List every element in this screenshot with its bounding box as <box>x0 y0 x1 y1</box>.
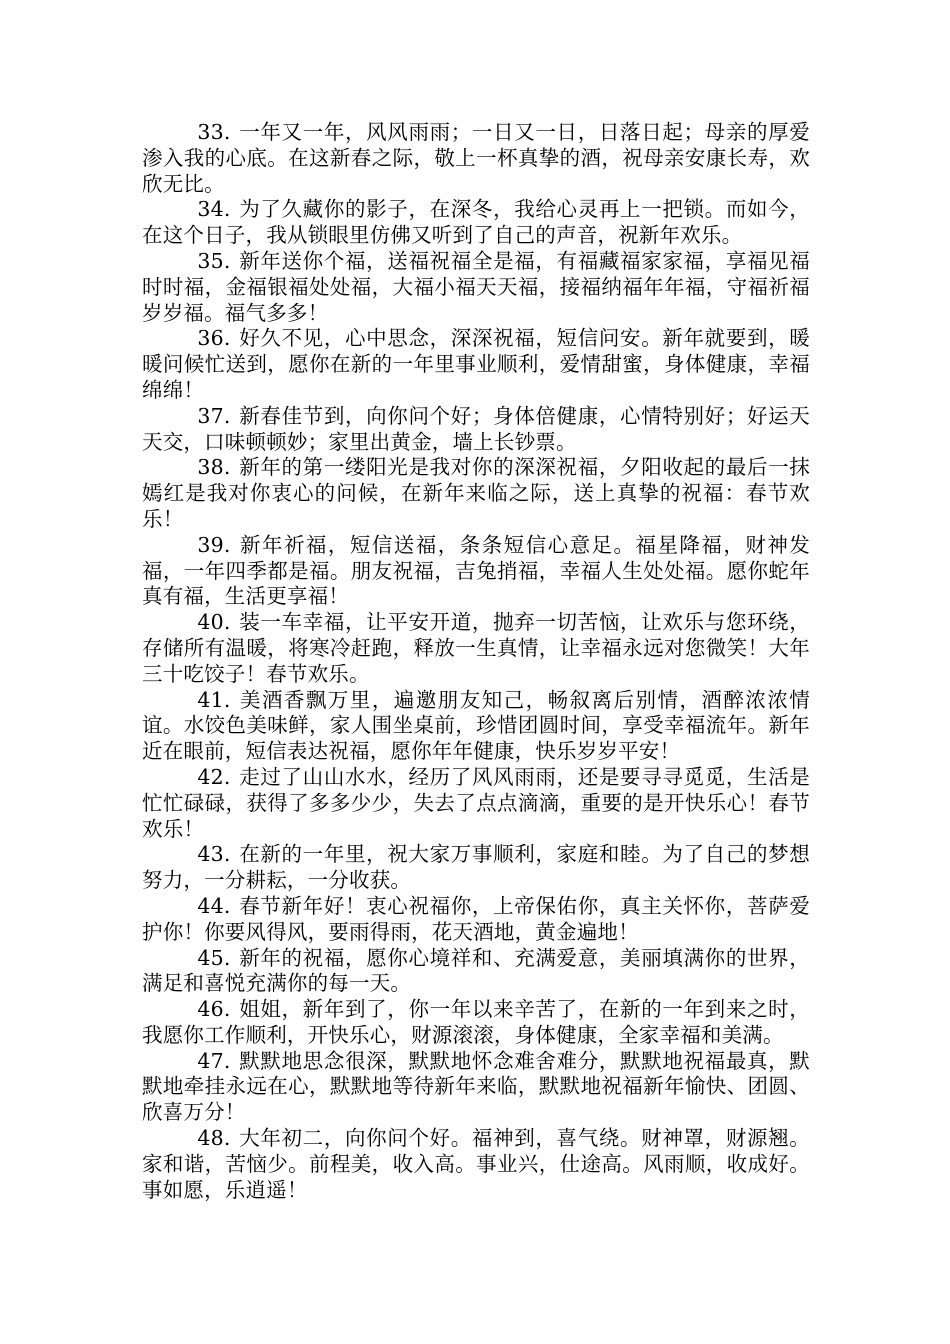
paragraph-text: 大年初二，向你问个好。福神到，喜气绕。财神罩，财源翘。家和谐，苦恼少。前程美，收入高。事业兴，仕途高。风雨顺，收成好。事如愿，乐逍遥！ <box>142 1126 810 1202</box>
paragraph-number: 41. <box>197 687 231 712</box>
paragraph-text: 在新的一年里，祝大家万事顺利，家庭和睦。为了自己的梦想努力，一分耕耘，一分收获。 <box>142 842 810 893</box>
paragraph-46 <box>142 997 810 1049</box>
paragraph-37 <box>142 404 810 456</box>
paragraph-39 <box>142 533 810 610</box>
paragraph-34 <box>142 197 810 249</box>
paragraph-text: 新年祈福，短信送福，条条短信心意足。福星降福，财神发福，一年四季都是福。朋友祝福，吉兔捎福，幸福人生处处福。愿你蛇年真有福，生活更享福！ <box>142 532 810 609</box>
paragraph-text: 新春佳节到，向你问个好；身体倍健康，心情特别好；好运天天交，口味顿顿妙；家里出黄金，墙上长钞票。 <box>142 403 810 454</box>
paragraph-36 <box>142 326 810 403</box>
paragraph-text: 一年又一年，风风雨雨；一日又一日，日落日起；母亲的厚爱渗入我的心底。在这新春之际，敬上一杯真挚的酒，祝母亲安康长寿，欢欣无比。 <box>142 120 810 196</box>
paragraph-43 <box>142 842 810 894</box>
paragraph-text: 新年的第一缕阳光是我对你的深深祝福，夕阳收起的最后一抹嫣红是我对你衷心的问候，在新年来临之际，送上真挚的祝福：春节欢乐！ <box>142 455 810 531</box>
paragraph-number: 37. <box>197 403 231 428</box>
paragraph-number: 48. <box>197 1126 231 1151</box>
paragraph-number: 45. <box>197 945 231 970</box>
paragraph-text: 春节新年好！衷心祝福你，上帝保佑你，真主关怀你，菩萨爱护你！你要风得风，要雨得雨，花天酒地，黄金遍地！ <box>142 893 810 944</box>
paragraph-45 <box>142 946 810 998</box>
paragraph-40 <box>142 610 810 687</box>
paragraph-number: 35. <box>197 248 231 273</box>
paragraph-number: 38. <box>197 455 231 480</box>
paragraph-48 <box>142 1126 810 1203</box>
paragraph-number: 34. <box>197 197 231 222</box>
paragraph-text: 美酒香飘万里，遍邀朋友知己，畅叙离后别情，酒醉浓浓情谊。水饺色美味鲜，家人围坐桌前，珍惜团圆时间，享受幸福流年。新年近在眼前，短信表达祝福，愿你年年健康，快乐岁岁平安！ <box>142 687 810 764</box>
paragraph-number: 44. <box>197 893 231 918</box>
paragraph-number: 42. <box>197 764 231 789</box>
paragraph-number: 36. <box>197 326 231 351</box>
paragraph-number: 43. <box>197 842 231 867</box>
paragraph-47 <box>142 1049 810 1126</box>
paragraph-text: 姐姐，新年到了，你一年以来辛苦了，在新的一年到来之时，我愿你工作顺利，开快乐心，财源滚滚，身体健康，全家幸福和美满。 <box>142 997 810 1047</box>
paragraph-text: 新年的祝福，愿你心境祥和、充满爱意，美丽填满你的世界，满足和喜悦充满你的每一天。 <box>142 945 810 996</box>
paragraph-41 <box>142 688 810 765</box>
paragraph-text: 为了久藏你的影子，在深冬，我给心灵再上一把锁。而如今，在这个日子，我从锁眼里仿佛又听到了自己的声音，祝新年欢乐。 <box>142 197 810 248</box>
paragraph-number: 47. <box>197 1048 231 1073</box>
paragraph-35 <box>142 249 810 326</box>
paragraph-number: 40. <box>197 610 231 635</box>
paragraph-text: 走过了山山水水，经历了风风雨雨，还是要寻寻觅觅，生活是忙忙碌碌，获得了多多少少，失去了点点滴滴，重要的是开快乐心！春节欢乐！ <box>142 764 810 841</box>
paragraph-33 <box>142 120 810 197</box>
paragraph-44 <box>142 894 810 946</box>
paragraph-number: 46. <box>197 997 231 1022</box>
paragraph-number: 33. <box>197 120 231 144</box>
paragraph-text: 新年送你个福，送福祝福全是福，有福藏福家家福，享福见福时时福，金福银福处处福，大福小福天天福，接福纳福年年福，守福祈福岁岁福。福气多多！ <box>142 248 810 325</box>
document-body <box>142 120 810 1203</box>
paragraph-text: 装一车幸福，让平安开道，抛弃一切苦恼，让欢乐与您环绕，存储所有温暖，将寒冷赶跑，释放一生真情，让幸福永远对您微笑！大年三十吃饺子！春节欢乐。 <box>142 610 810 686</box>
paragraph-text: 默默地思念很深，默默地怀念难舍难分，默默地祝福最真，默默地牵挂永远在心，默默地等待新年来临，默默地祝福新年愉快、团圆、欣喜万分！ <box>142 1048 810 1125</box>
paragraph-number: 39. <box>197 532 231 557</box>
paragraph-38 <box>142 455 810 532</box>
paragraph-text: 好久不见，心中思念，深深祝福，短信问安。新年就要到，暖暖问候忙送到，愿你在新的一年里事业顺利，爱情甜蜜，身体健康，幸福绵绵！ <box>142 326 810 402</box>
paragraph-42 <box>142 765 810 842</box>
